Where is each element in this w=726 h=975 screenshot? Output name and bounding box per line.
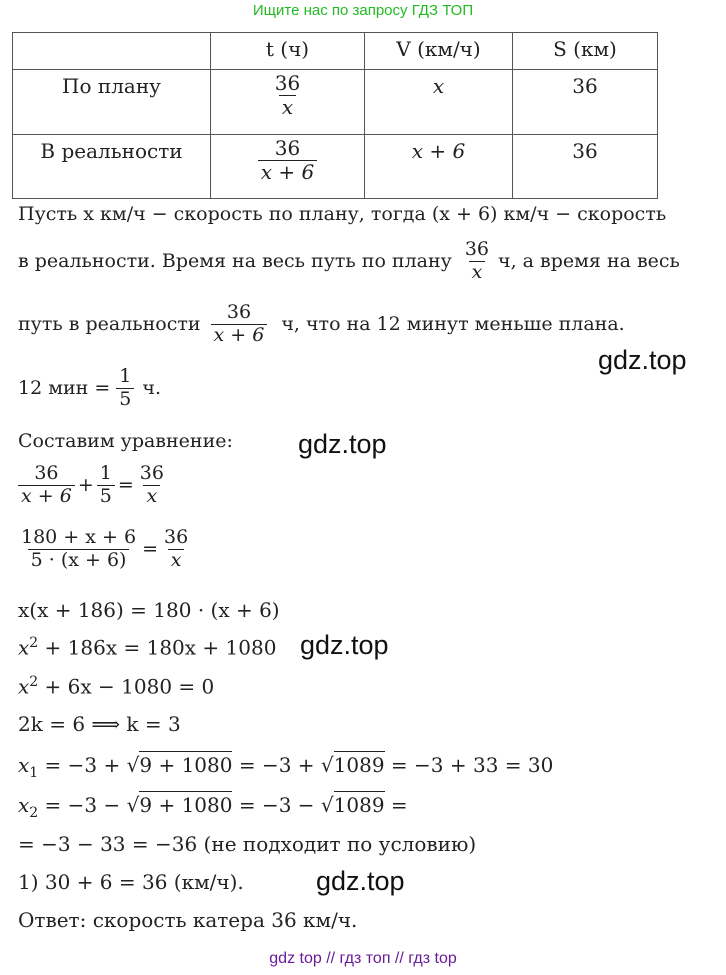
variable: x [18, 793, 30, 817]
table-header-row [13, 33, 658, 70]
fraction [116, 366, 134, 411]
row-label: В реальности [13, 135, 211, 199]
numerator: 36 [139, 462, 164, 484]
variable: x [18, 635, 30, 660]
table-header-cell [13, 33, 211, 70]
speed-cell: x + 6 [365, 135, 513, 199]
subscript: 2 [29, 805, 39, 821]
denominator: x + 6 [211, 324, 268, 347]
radicand: 1089 [333, 753, 385, 777]
numerator: 36 [34, 462, 59, 484]
equation-6: 2k = 6 ⟹ k = 3 [18, 712, 181, 736]
watermark: gdz.top [300, 630, 389, 660]
text-line [18, 302, 625, 347]
fraction [211, 302, 268, 347]
exponent: 2 [29, 635, 39, 651]
numerator: 36 [164, 526, 189, 548]
denominator: 5 [116, 388, 134, 411]
distance-cell: 36 [513, 70, 658, 135]
fraction [258, 137, 317, 184]
table-header-cell: V (км/ч) [365, 33, 513, 70]
row-label: По плану [13, 70, 211, 135]
equation-5 [18, 674, 214, 699]
fraction [462, 239, 492, 284]
text-fragment: = −3 + √ [38, 753, 140, 777]
text-line [18, 239, 680, 284]
numerator: 36 [226, 301, 252, 323]
fraction [18, 463, 75, 508]
equation-4 [18, 635, 276, 660]
fraction [272, 72, 303, 119]
variable: x [18, 753, 30, 777]
radicand: 9 + 1080 [139, 753, 233, 777]
denominator: x [469, 261, 486, 284]
fraction [97, 463, 115, 508]
denominator: x [168, 549, 185, 572]
exponent: 2 [29, 674, 39, 690]
denominator: x + 6 [258, 160, 317, 184]
denominator: x + 6 [18, 485, 75, 508]
watermark: gdz.top [598, 345, 687, 375]
text-fragment: 12 мин = [18, 377, 111, 400]
table-header-cell: S (км) [513, 33, 658, 70]
variable: x [18, 674, 30, 699]
text-fragment: = [384, 793, 408, 817]
text-line: Пусть x км/ч − скорость по плану, тогда (x + 6) км/ч − скорость [18, 203, 667, 225]
denominator: x [279, 95, 296, 119]
speed-cell: x [365, 70, 513, 135]
text-fragment: ч, а время на весь [498, 250, 680, 273]
text-fragment: = −3 − √ [232, 793, 334, 817]
text-fragment: в реальности. Время на весь путь по плану [18, 250, 452, 273]
equation-1 [18, 463, 167, 508]
step-1: 1) 30 + 6 = 36 (км/ч). [18, 870, 244, 894]
numerator: 1 [119, 365, 132, 387]
text-fragment: = −3 + √ [232, 753, 334, 777]
numerator: 36 [274, 136, 301, 160]
top-banner[interactable]: Ищите нас по запросу ГДЗ ТОП [252, 2, 474, 19]
data-table [12, 32, 658, 199]
operator: = [142, 538, 158, 561]
denominator: x [143, 485, 160, 508]
time-cell [211, 135, 365, 199]
minutes-conversion [18, 366, 161, 411]
numerator: 180 + x + 6 [21, 526, 137, 548]
text-fragment: + 6x − 1080 = 0 [38, 674, 215, 699]
subscript: 1 [29, 765, 39, 781]
bottom-banner[interactable]: gdz top // гдз топ // гдз top [269, 950, 457, 967]
watermark: gdz.top [316, 866, 405, 896]
text-line: = −3 − 33 = −36 (не подходит по условию) [18, 832, 477, 856]
fraction [18, 527, 139, 572]
radicand: 9 + 1080 [139, 793, 233, 817]
operator: = [117, 474, 134, 497]
text-fragment: путь в реальности [18, 313, 201, 336]
denominator: 5 [97, 485, 115, 508]
table-row [13, 135, 658, 199]
distance-cell: 36 [513, 135, 658, 199]
text-fragment: = −3 + 33 = 30 [384, 753, 554, 777]
numerator: 1 [99, 462, 112, 484]
numerator: 36 [464, 238, 490, 260]
time-cell [211, 70, 365, 135]
operator: + [77, 474, 94, 497]
watermark: gdz.top [298, 429, 387, 459]
root-x2 [18, 793, 408, 821]
answer: Ответ: скорость катера 36 км/ч. [18, 908, 358, 932]
table-header-cell: t (ч) [211, 33, 365, 70]
fraction [137, 463, 167, 508]
radicand: 1089 [333, 793, 385, 817]
denominator: 5 · (x + 6) [28, 549, 130, 572]
text-fragment: ч. [142, 377, 161, 400]
root-x1 [18, 753, 553, 781]
text-fragment: = −3 − √ [38, 793, 140, 817]
equation-2 [18, 527, 191, 572]
equation-3: x(x + 186) = 180 · (x + 6) [18, 598, 280, 622]
numerator: 36 [274, 71, 301, 95]
text-line: Составим уравнение: [18, 430, 233, 452]
text-fragment: + 186x = 180x + 1080 [38, 635, 277, 660]
table-row [13, 70, 658, 135]
text-fragment: ч, что на 12 минут меньше плана. [281, 313, 625, 336]
fraction [161, 527, 191, 572]
